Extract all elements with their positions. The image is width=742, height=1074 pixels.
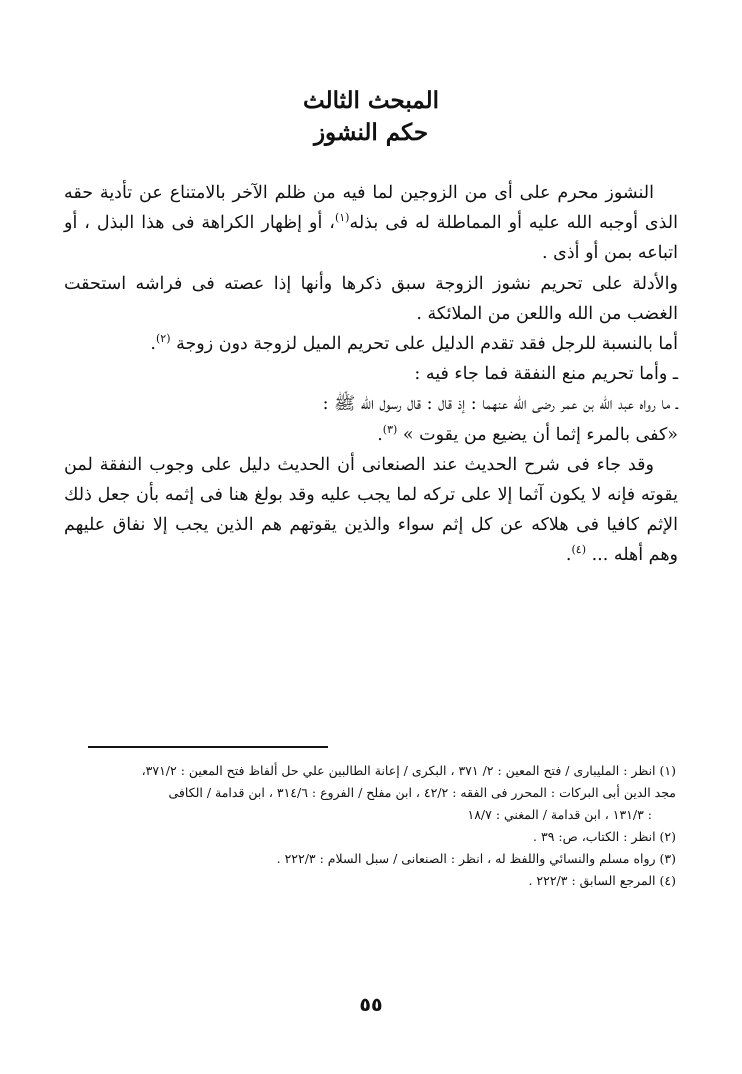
footnote-1-line-3: : ١٣١/٣ ، ابن قدامة / المغني : ١٨/٧ xyxy=(467,807,652,822)
paragraph-3 xyxy=(64,329,678,359)
hadith-quote xyxy=(64,420,678,450)
footnote-4: (٤) المرجع السابق : ٢٢٢/٣ . xyxy=(528,873,676,888)
paragraph-4-text: ـ وأما تحريم منع النفقة فما جاء فيه : xyxy=(414,364,678,385)
paragraph-4 xyxy=(64,359,678,389)
hadith-end: . xyxy=(377,424,383,445)
paragraph-1 xyxy=(64,178,678,269)
paragraph-1-text: النشوز محرم على أى من الزوجين لما فيه من ظلم الآخر بالامتناع عن تأدية حقه الذى أوجبه الله عليه أو المماطلة له فى بذله xyxy=(64,183,678,234)
paragraph-5 xyxy=(64,389,678,419)
hadith-text: «كفى بالمرء إثما أن يضيع من يقوت » xyxy=(402,424,678,445)
paragraph-7 xyxy=(64,450,678,571)
paragraph-3-text: أما بالنسبة للرجل فقد تقدم الدليل على تحريم الميل لزوجة دون زوجة xyxy=(176,334,678,355)
footnote-ref-4: (٤) xyxy=(571,543,587,557)
footnotes xyxy=(64,760,676,892)
footnote-separator xyxy=(88,746,328,748)
main-text xyxy=(64,178,678,571)
footnote-2: (٢) انظر : الكتاب، ص: ٣٩ . xyxy=(533,829,676,844)
footnote-1-line-2: مجد الدين أبى البركات : المحرر فى الفقه : ٤٢/٢ ، ابن مفلح / الفروع : ٣١٤/٦ ، ابن قدامة / الكافى xyxy=(168,785,676,800)
page-number: ٥٥ xyxy=(359,994,383,1016)
footnote-1-line-1: (١) انظر : المليبارى / فتح المعين : ٢/ ٣٧١ ، البكرى / إعانة الطالبين علي حل ألفاظ فتح المعين : ٣٧١/٢، xyxy=(141,763,676,778)
section-heading: المبحث الثالث xyxy=(302,87,439,114)
footnote-ref-2: (٢) xyxy=(155,332,171,346)
paragraph-1-end: ، أو إظهار الكراهة فى هذا البذل ، أو اتباعه بمن أو أذى . xyxy=(64,213,678,264)
footnote-3: (٣) رواه مسلم والنسائي واللفظ له ، انظر : الصنعانى / سبل السلام : ٢٢٢/٣ . xyxy=(276,851,676,866)
footnote-ref-1: (١) xyxy=(334,211,350,225)
paragraph-7-end: . xyxy=(565,545,572,566)
chapter-title: حكم النشوز xyxy=(313,119,429,146)
paragraph-2-text: والأدلة على تحريم نشوز الزوجة سبق ذكرها وأنها إذا عصته فى فراشه استحقت الغضب من الله واللعن من الملائكة . xyxy=(64,273,678,324)
footnote-ref-3: (٣) xyxy=(382,422,398,436)
paragraph-7-text: وقد جاء فى شرح الحديث عند الصنعانى أن الحديث دليل على وجوب النفقة لمن يقوته فإنه لا يكون آثما إلا على تركه لما يجب عليه وقد بولغ هنا فى إثمه بأن جعل ذلك الإثم كافيا فى هلاكه عن كل إثم سواء والذين يقوتهم هم الذين يجب إلا نفاق عليهم وهم أهله ... xyxy=(64,454,678,566)
paragraph-2 xyxy=(64,269,678,329)
paragraph-5-text: ـ ما رواه عبد الله بن عمر رضى الله عنهما : إذ قال : قال رسول الله ﷺ : xyxy=(322,394,678,415)
paragraph-3-end: . xyxy=(150,334,156,355)
footnote-1 xyxy=(64,760,676,826)
